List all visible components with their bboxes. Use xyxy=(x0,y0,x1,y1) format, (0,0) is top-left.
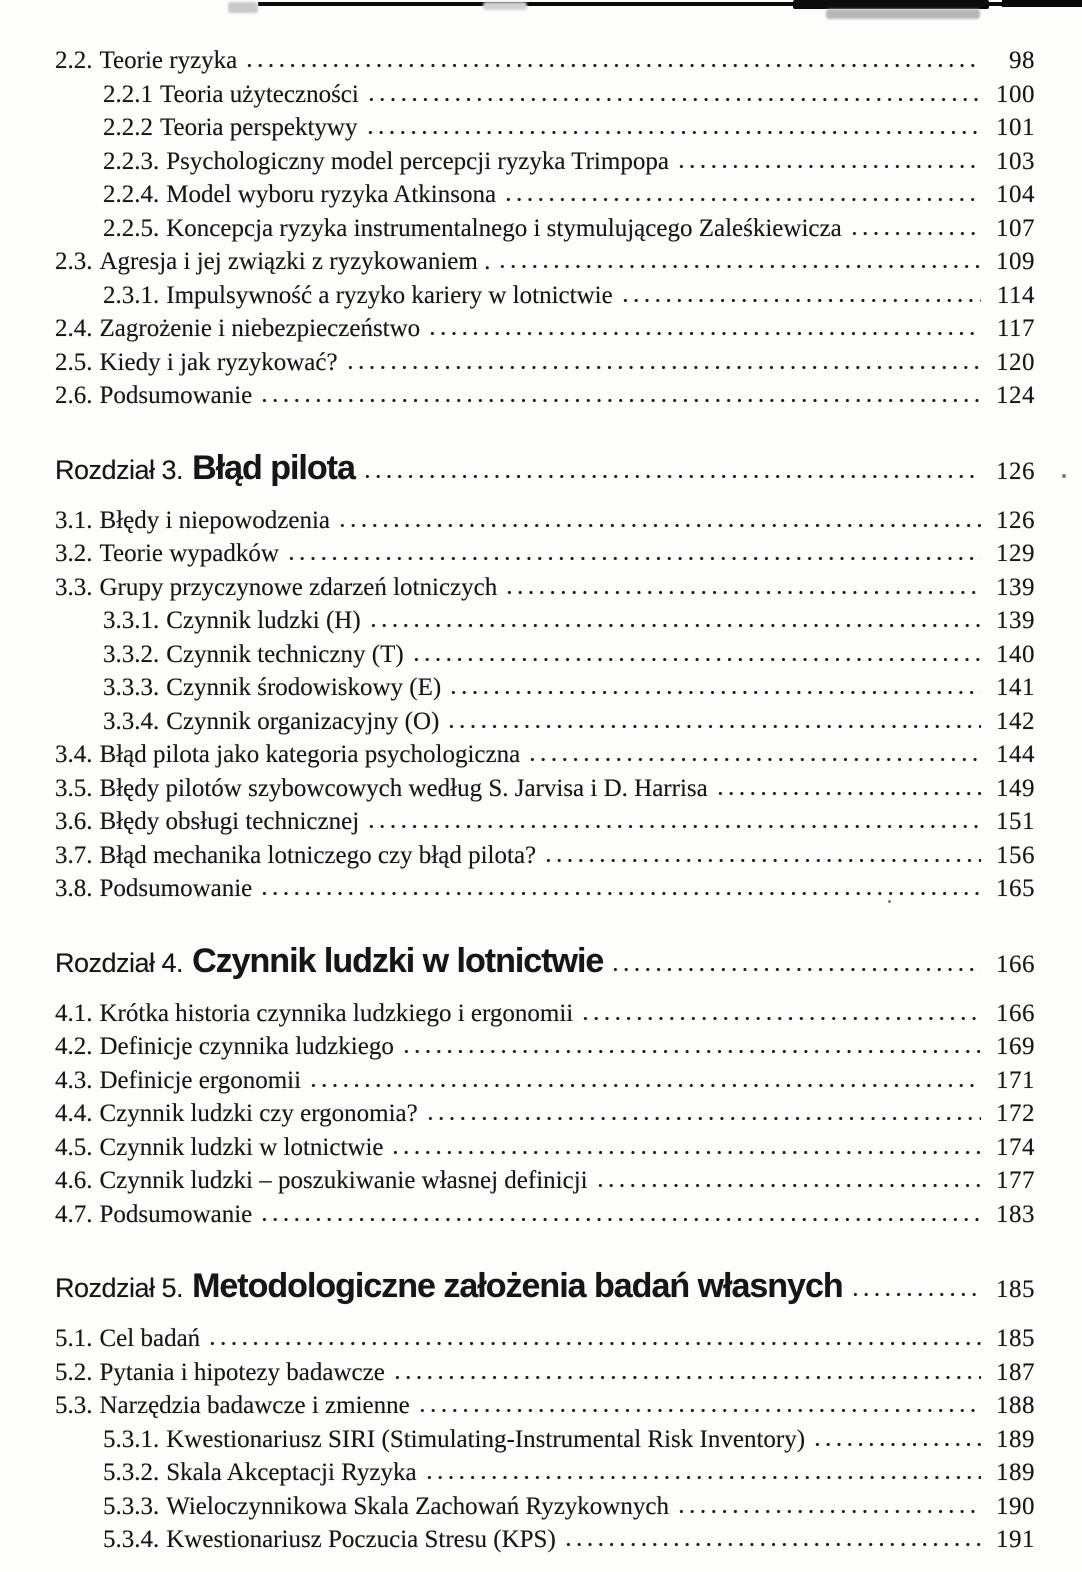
entry-title: Czynnik organizacyjny (O) xyxy=(166,707,440,735)
toc-entry-row xyxy=(55,245,1035,279)
entry-number: 5.2. xyxy=(55,1358,93,1386)
entry-title: Teorie wypadków xyxy=(99,540,279,567)
page-number: 183 xyxy=(996,1200,1035,1228)
entry-number: 2.6. xyxy=(55,382,93,409)
entry-title: Kiedy i jak ryzykować? xyxy=(99,348,338,376)
toc-entry-row xyxy=(55,805,1035,839)
entry-label xyxy=(55,1064,301,1098)
page-number: 126 xyxy=(996,457,1035,485)
page-number: 141 xyxy=(996,674,1035,701)
toc-entry-row xyxy=(55,772,1035,806)
toc-entry-row xyxy=(55,346,1035,380)
dot-leader xyxy=(812,1442,981,1447)
entry-number: 3.3. xyxy=(55,573,93,601)
entry-label xyxy=(103,111,358,145)
entry-number: 2.3. xyxy=(55,248,93,275)
dot-leader xyxy=(504,590,981,595)
dot-leader xyxy=(366,824,981,829)
dot-leader xyxy=(366,97,981,102)
page-number: 142 xyxy=(996,707,1035,735)
entry-label xyxy=(55,1389,410,1423)
page-number: 139 xyxy=(996,607,1035,634)
entry-number: 2.2. xyxy=(55,47,93,74)
entry-title: Psychologiczny model percepcji ryzyka Trimpopa xyxy=(166,147,669,175)
entry-number: 2.2.5. xyxy=(103,214,160,242)
entry-number: 4.2. xyxy=(55,1033,93,1060)
toc-list xyxy=(55,44,1035,1557)
entry-title: Czynnik ludzki (H) xyxy=(166,607,361,634)
page-number: 151 xyxy=(996,808,1035,835)
dot-leader xyxy=(259,1217,981,1222)
entry-title: Pytania i hipotezy badawcze xyxy=(99,1358,385,1386)
toc-entry-row xyxy=(55,1097,1035,1131)
chapter-number: Rozdział 3. xyxy=(55,454,184,485)
entry-number: 2.3.1. xyxy=(103,281,160,309)
toc-entry-row xyxy=(55,212,1035,246)
toc-entry-row xyxy=(55,671,1035,705)
dot-leader xyxy=(417,1408,981,1413)
entry-title: Czynnik ludzki czy ergonomia? xyxy=(99,1100,418,1127)
entry-title: Błąd pilota jako kategoria psychologiczna xyxy=(99,741,521,768)
page-number: 189 xyxy=(996,1425,1035,1453)
page-number: 117 xyxy=(996,315,1035,342)
entry-label xyxy=(55,1030,394,1064)
toc-entry-row xyxy=(55,1164,1035,1198)
entry-label xyxy=(55,1131,383,1165)
page-number: 165 xyxy=(996,875,1035,902)
entry-label xyxy=(55,1322,200,1356)
entry-label xyxy=(103,705,439,739)
page-number: 174 xyxy=(996,1133,1035,1161)
page-number: 107 xyxy=(996,214,1035,242)
page-number: 189 xyxy=(996,1459,1035,1486)
entry-label xyxy=(55,1097,418,1131)
entry-title: Wieloczynnikowa Skala Zachowań Ryzykownych xyxy=(166,1492,669,1520)
dot-leader xyxy=(503,197,981,202)
dot-leader xyxy=(401,1049,981,1054)
page-number: 190 xyxy=(996,1492,1035,1520)
chapter-heading xyxy=(55,938,603,991)
page-number: 140 xyxy=(996,640,1035,668)
toc-entry-row xyxy=(55,1064,1035,1098)
entry-label xyxy=(55,44,237,78)
entry-number: 4.1. xyxy=(55,999,93,1027)
entry-label xyxy=(55,346,338,380)
dot-leader xyxy=(244,63,981,68)
toc-chapter-row xyxy=(55,445,1035,498)
dot-leader xyxy=(424,1475,981,1480)
entry-number: 3.1. xyxy=(55,506,93,534)
entry-number: 2.2.3. xyxy=(103,147,160,175)
entry-title: Podsumowanie xyxy=(99,875,253,902)
toc-entry-row xyxy=(55,872,1035,906)
toc-chapter-row xyxy=(55,938,1035,991)
entry-number: 3.3.2. xyxy=(103,640,160,668)
dot-leader xyxy=(620,298,981,303)
entry-label xyxy=(55,805,359,839)
dot-leader xyxy=(715,791,981,796)
entry-label xyxy=(103,1523,556,1557)
entry-number: 2.2.4. xyxy=(103,181,160,208)
dot-leader xyxy=(368,623,981,628)
entry-label xyxy=(55,872,252,906)
page-number: 171 xyxy=(996,1066,1035,1094)
dot-leader xyxy=(425,1116,981,1121)
entry-label xyxy=(103,178,496,212)
entry-title: Definicje ergonomii xyxy=(99,1066,302,1094)
toc-entry-row xyxy=(55,638,1035,672)
entry-number: 5.3.4. xyxy=(103,1526,160,1553)
entry-number: 4.4. xyxy=(55,1100,93,1127)
dot-leader xyxy=(448,690,981,695)
entry-number: 2.5. xyxy=(55,348,93,376)
entry-label xyxy=(103,279,613,313)
dot-leader xyxy=(446,724,981,729)
dot-leader xyxy=(259,891,981,896)
toc-entry-row xyxy=(55,604,1035,638)
entry-label xyxy=(55,312,420,346)
page-number: 166 xyxy=(996,950,1035,978)
entry-number: 5.3.2. xyxy=(103,1459,160,1486)
dot-leader xyxy=(345,365,981,370)
toc-entry-row xyxy=(55,78,1035,112)
entry-title: Teoria perspektywy xyxy=(160,114,358,141)
entry-title: Definicje czynnika ludzkiego xyxy=(99,1033,394,1060)
toc-chapter-row xyxy=(55,1263,1035,1316)
toc-entry-row xyxy=(55,1198,1035,1232)
page-number: 98 xyxy=(1009,47,1035,74)
page-number: 144 xyxy=(996,741,1035,768)
dot-leader xyxy=(427,331,981,336)
toc-entry-row xyxy=(55,178,1035,212)
entry-title: Cel badań xyxy=(99,1325,201,1352)
entry-title: Błędy i niepowodzenia xyxy=(99,506,330,534)
entry-label xyxy=(55,839,536,873)
entry-label xyxy=(55,245,490,279)
page-number: 139 xyxy=(996,573,1035,601)
entry-number: 2.4. xyxy=(55,315,93,342)
entry-title: Teorie ryzyka xyxy=(99,47,238,74)
entry-label xyxy=(103,145,669,179)
entry-number: 5.3.3. xyxy=(103,1492,160,1520)
dot-leader xyxy=(259,398,981,403)
entry-number: 5.3. xyxy=(55,1392,93,1419)
entry-label xyxy=(103,638,404,672)
chapter-heading xyxy=(55,1263,843,1316)
entry-label xyxy=(55,997,573,1031)
entry-label xyxy=(55,1356,385,1390)
page-number: 101 xyxy=(996,114,1035,141)
dot-leader xyxy=(207,1341,981,1346)
page-number: 149 xyxy=(996,774,1035,802)
page-number: 156 xyxy=(996,841,1035,869)
toc-entry-row xyxy=(55,571,1035,605)
entry-label xyxy=(55,1198,252,1232)
entry-title: Czynnik techniczny (T) xyxy=(166,640,404,668)
toc-entry-row xyxy=(55,1356,1035,1390)
dot-leader xyxy=(392,1375,981,1380)
entry-number: 3.6. xyxy=(55,808,93,835)
entry-title: Teoria użyteczności xyxy=(160,80,359,108)
page-number: 185 xyxy=(996,1325,1035,1352)
toc-entry-row xyxy=(55,1523,1035,1557)
entry-number: 5.3.1. xyxy=(103,1425,160,1453)
toc-entry-row xyxy=(55,145,1035,179)
entry-title: Krótka historia czynnika ludzkiego i ergonomii xyxy=(99,999,574,1027)
toc-entry-row xyxy=(55,279,1035,313)
entry-number: 3.8. xyxy=(55,875,93,902)
toc-entry-row xyxy=(55,537,1035,571)
page-number: 120 xyxy=(996,348,1035,376)
dot-leader xyxy=(365,130,982,135)
entry-title: Skala Akceptacji Ryzyka xyxy=(166,1459,417,1486)
entry-title: Czynnik ludzki w lotnictwie xyxy=(99,1133,384,1161)
entry-title: Grupy przyczynowe zdarzeń lotniczych xyxy=(99,573,498,601)
entry-number: 2.2.1 xyxy=(103,80,153,108)
entry-label xyxy=(55,571,497,605)
entry-number: 3.7. xyxy=(55,841,93,869)
page-number: 124 xyxy=(996,382,1035,409)
dot-leader xyxy=(527,757,981,762)
page-number: 126 xyxy=(996,506,1035,534)
entry-label xyxy=(55,738,520,772)
entry-number: 3.5. xyxy=(55,774,93,802)
entry-number: 3.3.1. xyxy=(103,607,160,634)
dot-leader xyxy=(676,1509,981,1514)
page-number: 103 xyxy=(996,147,1035,175)
entry-title: Zagrożenie i niebezpieczeństwo xyxy=(99,315,421,342)
dot-leader xyxy=(849,231,981,236)
entry-label xyxy=(55,772,708,806)
page-number: 188 xyxy=(996,1392,1035,1419)
chapter-title: Błąd pilota xyxy=(192,448,355,487)
entry-title: Kwestionariusz Poczucia Stresu (KPS) xyxy=(166,1526,556,1553)
page-number: 109 xyxy=(996,248,1035,275)
dot-leader xyxy=(676,164,981,169)
entry-number: 3.4. xyxy=(55,741,93,768)
entry-number: 3.3.3. xyxy=(103,674,160,701)
page-number: 129 xyxy=(996,540,1035,567)
chapter-title: Czynnik ludzki w lotnictwie xyxy=(192,941,604,980)
entry-number: 3.3.4. xyxy=(103,707,160,735)
entry-label xyxy=(55,379,252,413)
entry-title: Czynnik ludzki – poszukiwanie własnej definicji xyxy=(99,1167,588,1194)
entry-number: 2.2.2 xyxy=(103,114,153,141)
page-number: 114 xyxy=(996,281,1035,309)
toc-entry-row xyxy=(55,997,1035,1031)
entry-label xyxy=(103,1456,417,1490)
page-number: 166 xyxy=(996,999,1035,1027)
chapter-heading xyxy=(55,445,355,498)
entry-number: 3.2. xyxy=(55,540,93,567)
page-number: 191 xyxy=(996,1526,1035,1553)
entry-label xyxy=(103,1490,669,1524)
dot-leader xyxy=(563,1542,981,1547)
page-number: 172 xyxy=(996,1100,1035,1127)
entry-label xyxy=(55,504,330,538)
entry-title: Kwestionariusz SIRI (Stimulating-Instrumental Risk Inventory) xyxy=(166,1425,806,1453)
dot-leader xyxy=(543,858,981,863)
toc-entry-row xyxy=(55,111,1035,145)
entry-number: 4.3. xyxy=(55,1066,93,1094)
toc-entry-row xyxy=(55,1490,1035,1524)
toc-entry-row xyxy=(55,312,1035,346)
entry-title: Koncepcja ryzyka instrumentalnego i stymulującego Zaleśkiewicza xyxy=(166,214,842,242)
entry-label xyxy=(103,671,441,705)
toc-entry-row xyxy=(55,839,1035,873)
dot-leader xyxy=(497,264,981,269)
page-number: 169 xyxy=(996,1033,1035,1060)
dot-leader xyxy=(337,523,981,528)
toc-entry-row xyxy=(55,44,1035,78)
entry-title: Błędy obsługi technicznej xyxy=(99,808,360,835)
page-number: 104 xyxy=(996,181,1035,208)
dot-leader xyxy=(850,1292,981,1297)
page-number: 185 xyxy=(996,1276,1035,1303)
toc-entry-row xyxy=(55,504,1035,538)
toc-entry-row xyxy=(55,1131,1035,1165)
entry-title: Błędy pilotów szybowcowych według S. Jarvisa i D. Harrisa xyxy=(99,774,708,802)
page-number: 187 xyxy=(996,1358,1035,1386)
entry-title: Agresja i jej związki z ryzykowaniem . xyxy=(99,248,491,275)
page-number: 177 xyxy=(996,1167,1035,1194)
toc-entry-row xyxy=(55,1423,1035,1457)
toc-entry-row xyxy=(55,1322,1035,1356)
toc-entry-row xyxy=(55,738,1035,772)
entry-number: 4.5. xyxy=(55,1133,93,1161)
entry-title: Impulsywność a ryzyko kariery w lotnictwie xyxy=(166,281,613,309)
page-number: 100 xyxy=(996,80,1035,108)
entry-label xyxy=(55,1164,588,1198)
toc-entry-row xyxy=(55,1456,1035,1490)
chapter-number: Rozdział 5. xyxy=(55,1273,184,1303)
entry-title: Czynnik środowiskowy (E) xyxy=(166,674,442,701)
entry-label xyxy=(103,212,842,246)
dot-leader xyxy=(286,556,981,561)
toc-entry-row xyxy=(55,1389,1035,1423)
chapter-title: Metodologiczne założenia badań własnych xyxy=(192,1267,843,1305)
entry-label xyxy=(55,537,279,571)
entry-number: 4.7. xyxy=(55,1200,93,1228)
dot-leader xyxy=(362,474,981,479)
entry-title: Narzędzia badawcze i zmienne xyxy=(99,1392,410,1419)
toc-entry-row xyxy=(55,705,1035,739)
dot-leader xyxy=(390,1150,981,1155)
entry-title: Podsumowanie xyxy=(99,1200,253,1228)
entry-label xyxy=(103,604,361,638)
toc-entry-row xyxy=(55,379,1035,413)
dot-leader xyxy=(308,1083,981,1088)
entry-number: 5.1. xyxy=(55,1325,93,1352)
dot-leader xyxy=(411,657,981,662)
entry-title: Błąd mechanika lotniczego czy błąd pilota? xyxy=(99,841,537,869)
entry-number: 4.6. xyxy=(55,1167,93,1194)
chapter-number: Rozdział 4. xyxy=(55,947,184,978)
dot-leader xyxy=(580,1016,981,1021)
entry-title: Model wyboru ryzyka Atkinsona xyxy=(166,181,497,208)
entry-label xyxy=(103,78,359,112)
entry-title: Podsumowanie xyxy=(99,382,253,409)
dot-leader xyxy=(595,1183,981,1188)
dot-leader xyxy=(610,967,981,972)
entry-label xyxy=(103,1423,805,1457)
toc-entry-row xyxy=(55,1030,1035,1064)
